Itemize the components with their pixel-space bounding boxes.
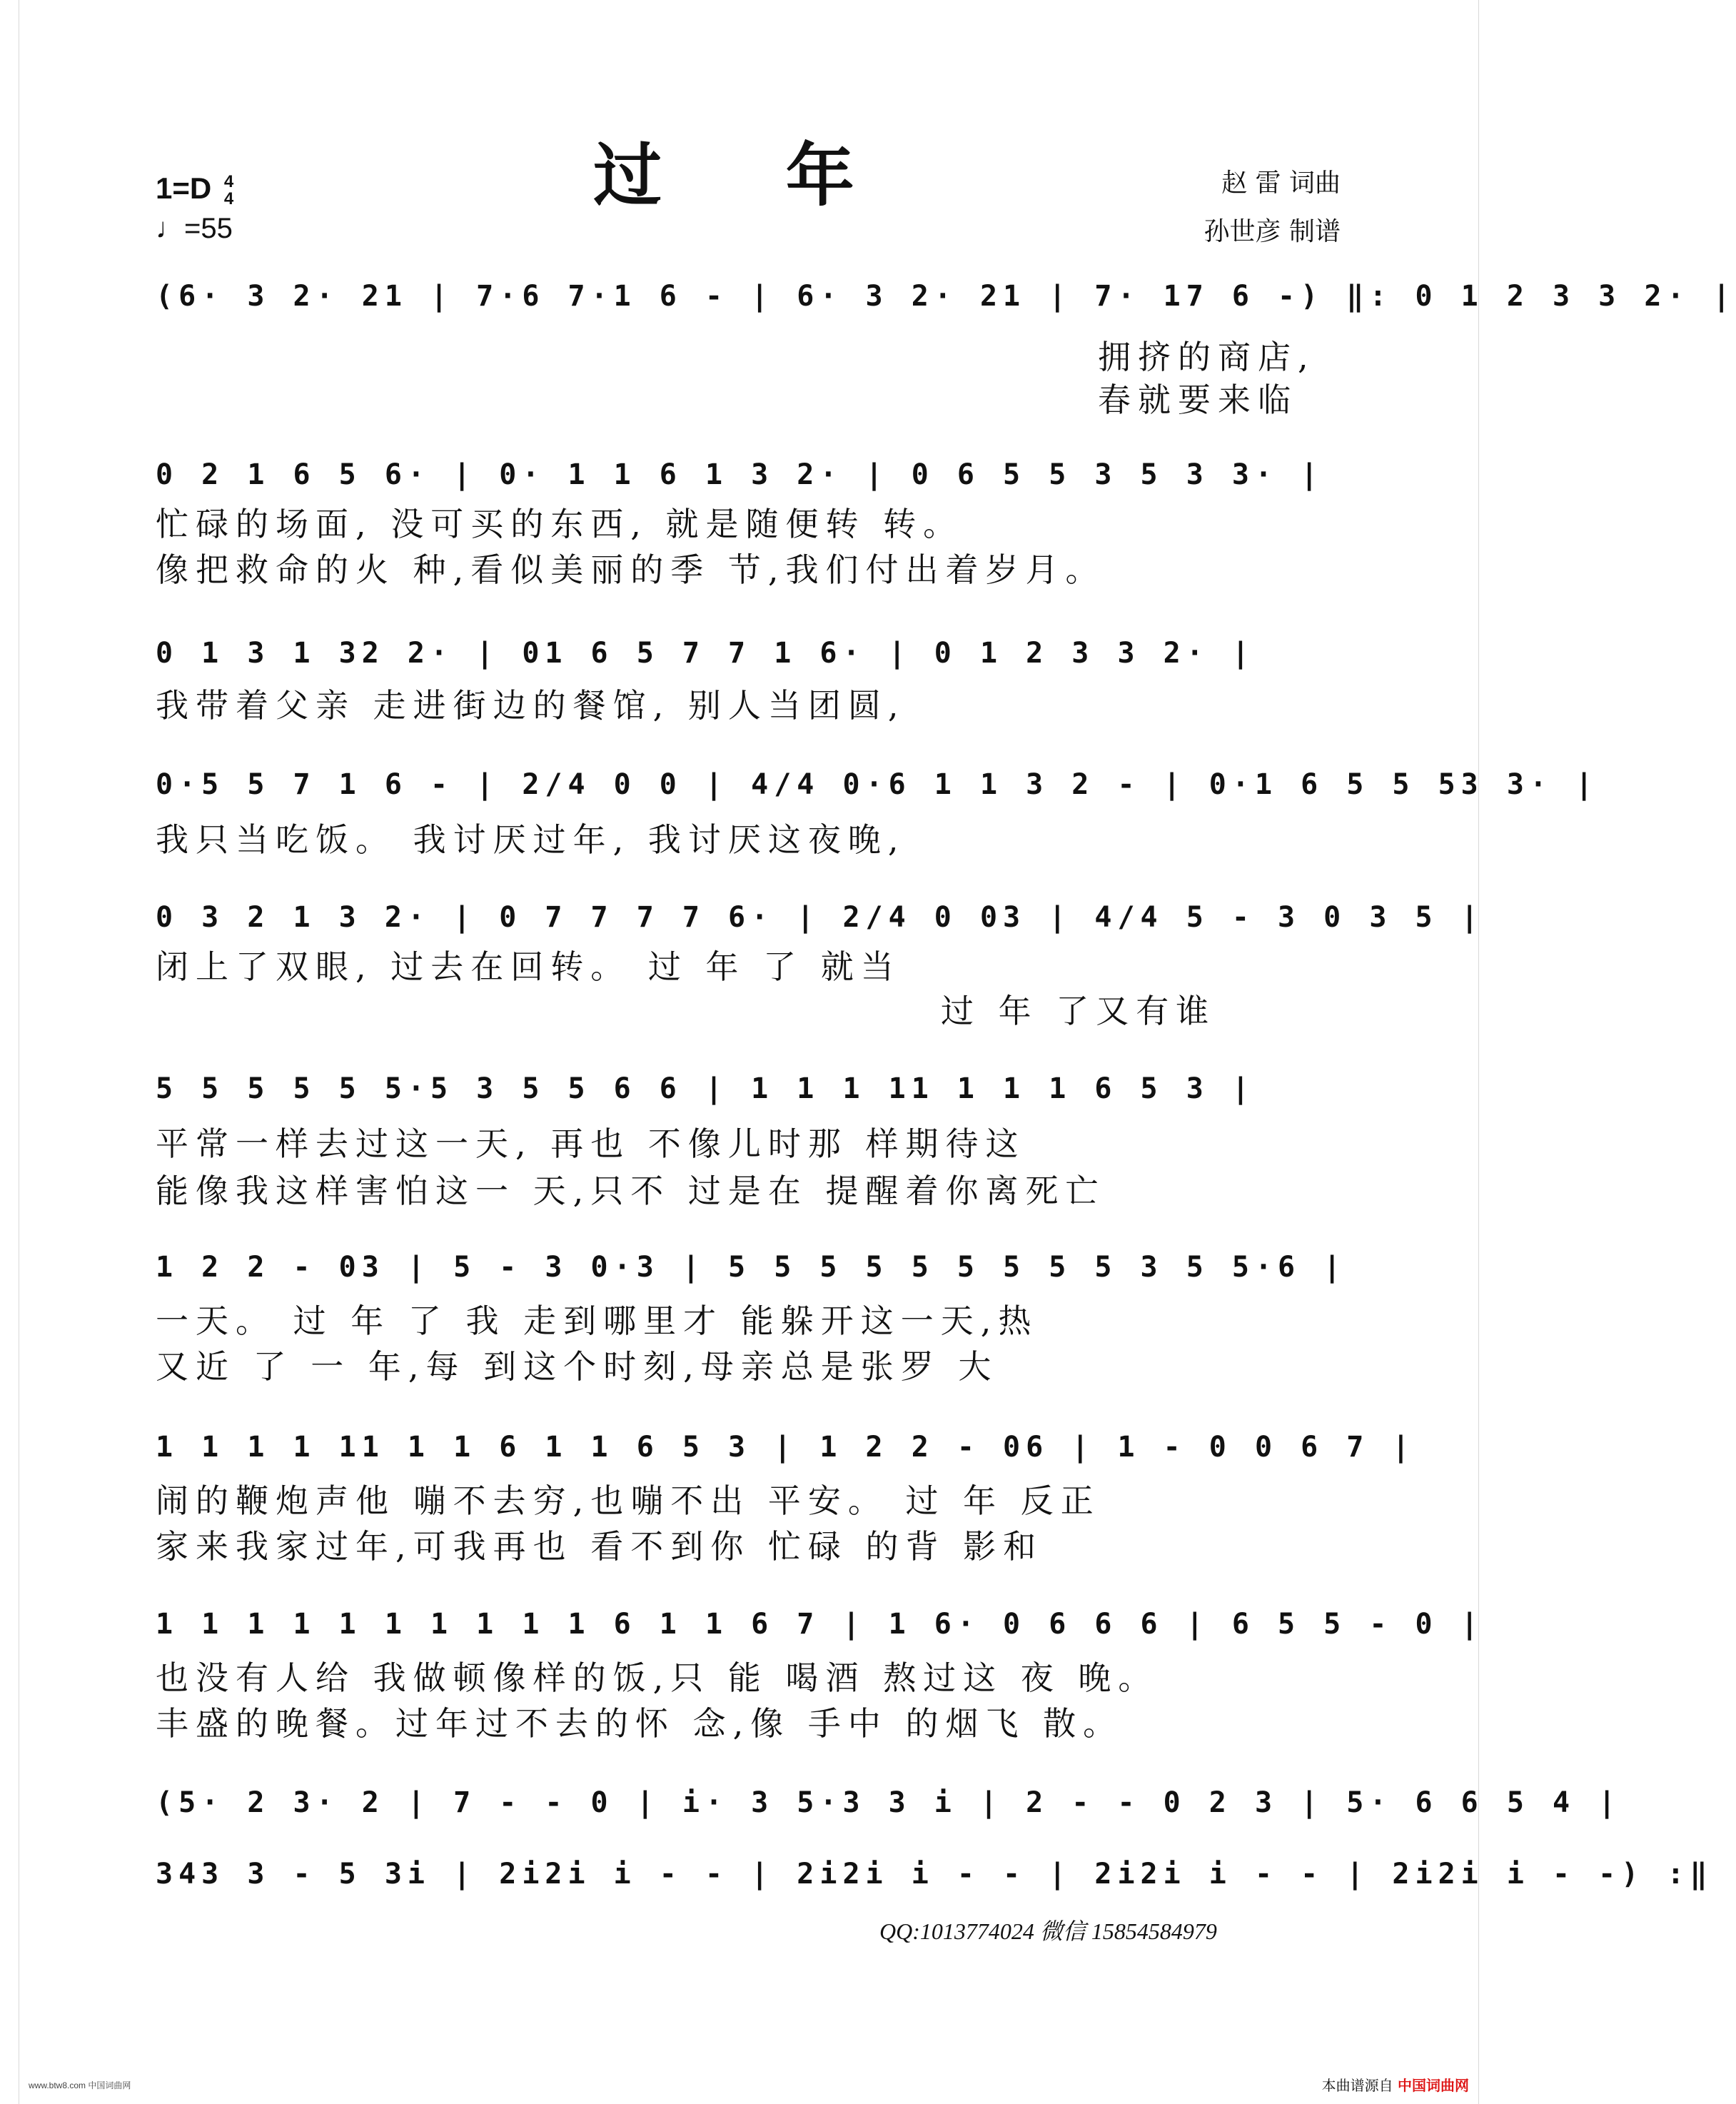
footer-source-text: 本曲谱源自: [1321, 2077, 1393, 2094]
notes-line: (6· 3 2· 21 | 7·6 7·1 6 - | 6· 3 2· 21 | 7· 17 6 -) ‖: 0 1 2 3 3 2· |: [156, 280, 1736, 313]
tempo-marking: ♩=55: [156, 213, 233, 244]
footer-source-brand: 中国词曲网: [1398, 2077, 1469, 2094]
lyricist-composer: 赵 雷 词曲: [1221, 168, 1341, 198]
notes-line: 1 2 2 - 03 | 5 - 3 0·3 | 5 5 5 5 5 5 5 5 5 3 5 5·6 |: [156, 1251, 1347, 1284]
lyric-verse-2: 家来我家过年,可我再也 看不到你 忙碌 的背 影和: [156, 1527, 1044, 1566]
arranger: 孙世彦 制谱: [1203, 217, 1341, 246]
lyric-verse-1: 一天。 过 年 了 我 走到哪里才 能躲开这一天,热: [156, 1302, 1039, 1340]
contact-info: QQ:1013774024 微信 15854584979: [879, 1918, 1217, 1944]
notes-line: 0·5 5 7 1 6 - | 2/4 0 0 | 4/4 0·6 1 1 3 2 - | 0·1 6 5 5 53 3· |: [156, 768, 1599, 801]
lyric-verse-2: 丰盛的晚餐。过年过不去的怀 念,像 手中 的烟飞 散。: [156, 1704, 1124, 1743]
lyric-verse-1: 平常一样去过这一天, 再也 不像儿时那 样期待这: [156, 1124, 1026, 1163]
notes-line: (5· 2 3· 2 | 7 - - 0 | i· 3 5·3 3 i | 2 - - 0 2 3 | 5· 6 6 5 4 |: [156, 1786, 1622, 1819]
left-margin-strip: [0, 0, 19, 2104]
notes-line: 5 5 5 5 5 5·5 3 5 5 6 6 | 1 1 1 11 1 1 1 6 5 3 |: [156, 1072, 1255, 1105]
notes-line: 0 2 1 6 5 6· | 0· 1 1 6 1 3 2· | 0 6 5 5 3 5 3 3· |: [156, 458, 1324, 491]
key-signature: [156, 171, 233, 208]
lyric-verse-1: 我带着父亲 走进街边的餐馆, 别人当团圆,: [156, 686, 906, 725]
lyric-verse-2: 像把救命的火 种,看似美丽的季 节,我们付出着岁月。: [156, 550, 1106, 589]
lyric-verse-2: 又近 了 一 年,每 到这个时刻,母亲总是张罗 大: [156, 1347, 999, 1386]
footer-watermark: www.btw8.com 中国词曲网: [29, 2080, 131, 2090]
lyric-verse-1: 也没有人给 我做顿像样的饭,只 能 喝酒 熬过这 夜 晚。: [156, 1658, 1159, 1697]
song-title: 过 年: [593, 135, 904, 216]
key-label: 1=D: [156, 171, 212, 205]
notes-line: 343 3 - 5 3i | 2i2i i - - | 2i2i i - - | 2i2i i - - | 2i2i i - -) :‖: [156, 1858, 1713, 1891]
lyric-verse-2: 过 年 了又有谁: [941, 992, 1216, 1030]
notes-line: 1 1 1 1 1 1 1 1 1 1 6 1 1 6 7 | 1 6· 0 6 6 6 | 6 5 5 - 0 |: [156, 1608, 1484, 1641]
lyric-verse-2: 能像我这样害怕这一 天,只不 过是在 提醒着你离死亡: [156, 1172, 1106, 1210]
notes-line: 1 1 1 1 11 1 1 6 1 1 6 5 3 | 1 2 2 - 06 | 1 - 0 0 6 7 |: [156, 1431, 1415, 1464]
lyric-verse-1: 忙碌的场面, 没可买的东西, 就是随便转 转。: [156, 505, 964, 543]
lyric-verse-1: 闭上了双眼, 过去在回转。 过 年 了 就当: [156, 947, 901, 986]
notes-line: 0 1 3 1 32 2· | 01 6 5 7 7 1 6· | 0 1 2 3 3 2· |: [156, 637, 1255, 670]
notes-line: 0 3 2 1 3 2· | 0 7 7 7 7 6· | 2/4 0 03 | 4/4 5 - 3 0 3 5 |: [156, 901, 1484, 934]
footer-source: [1322, 2074, 1469, 2095]
time-signature: [224, 173, 233, 208]
time-bottom: 4: [223, 188, 234, 208]
lyric-verse-1: 闹的鞭炮声他 嘣不去穷,也嘣不出 平安。 过 年 反正: [156, 1481, 1101, 1520]
time-top: 4: [223, 171, 234, 191]
lyric-verse-1: 拥挤的商店,: [1098, 338, 1316, 376]
lyric-verse-1: 我只当吃饭。 我讨厌过年, 我讨厌这夜晚,: [156, 820, 906, 859]
lyric-verse-2: 春就要来临: [1098, 381, 1298, 419]
